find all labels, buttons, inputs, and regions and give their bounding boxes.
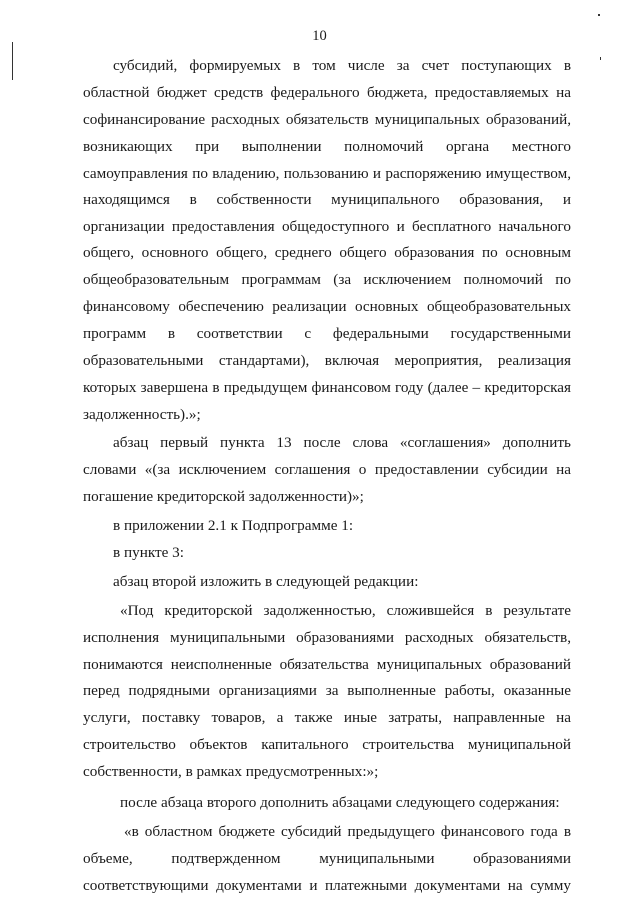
- text-line: областной бюджет средств федерального бюджета, предоставляемых на: [83, 83, 571, 101]
- text-line: исполнения муниципальными образованиями расходных обязательств,: [83, 628, 571, 646]
- page-number: 10: [312, 28, 327, 44]
- text-line: возникающих при выполнении полномочий органа местного: [83, 137, 571, 155]
- text-line: субсидий, формируемых в том числе за счет поступающих в: [113, 57, 571, 74]
- text-line: после абзаца второго дополнить абзацами следующего содержания:: [120, 794, 560, 812]
- text-line: самоуправления по владению, пользованию и распоряжению имуществом,: [83, 164, 571, 182]
- text-line: строительство объектов капитального строительства муниципальной: [83, 736, 571, 754]
- text-line: софинансирование расходных обязательств муниципальных образований,: [83, 110, 571, 128]
- text-line: объеме, подтвержденном муниципальными образованиями: [83, 849, 571, 867]
- text-line: общего, основного общего, среднего общего образования по основным: [83, 244, 571, 262]
- text-line: организации предоставления общедоступного и бесплатного начального: [83, 218, 571, 236]
- document-body: [83, 53, 571, 899]
- text-line: услуги, поставку товаров, а также иные затраты, направленные на: [83, 709, 571, 727]
- text-line: «Под кредиторской задолженностью, сложившейся в результате: [120, 601, 571, 619]
- scan-margin-mark: [12, 42, 13, 80]
- text-line: погашение кредиторской задолженности)»;: [83, 488, 364, 506]
- text-line: финансовому обеспечению реализации основных общеобразовательных: [83, 298, 571, 316]
- text-line: абзац второй изложить в следующей редакции:: [113, 572, 419, 590]
- scan-speck: [598, 14, 600, 16]
- text-line: перед подрядными организациями за выполненные работы, оказанные: [83, 682, 571, 700]
- text-line: находящимся в собственности муниципального образования, и: [83, 191, 571, 209]
- text-line: общеобразовательным программам (за исключением полномочий по: [83, 271, 571, 289]
- text-line: образовательными стандартами), включая мероприятия, реализация: [83, 351, 571, 369]
- text-line: в пункте 3:: [113, 544, 184, 562]
- text-line: которых завершена в предыдущем финансовом году (далее – кредиторская: [83, 378, 571, 396]
- text-line: абзац первый пункта 13 после слова «соглашения» дополнить: [113, 434, 571, 452]
- text-line: собственности, в рамках предусмотренных:»;: [83, 763, 379, 781]
- text-line: «в областном бюджете субсидий предыдущего финансового года в: [124, 822, 571, 840]
- text-line: в приложении 2.1 к Подпрограмме 1:: [113, 517, 354, 535]
- scan-speck: [600, 57, 601, 60]
- text-line: программ в соответствии с федеральными государственными: [83, 324, 571, 342]
- text-line: соответствующими документами и платежными документами на сумму: [83, 876, 571, 894]
- text-line: словами «(за исключением соглашения о предоставлении субсидии на: [83, 461, 571, 479]
- text-line: понимаются неисполненные обязательства муниципальных образований: [83, 655, 571, 673]
- text-line: задолженность).»;: [83, 405, 201, 423]
